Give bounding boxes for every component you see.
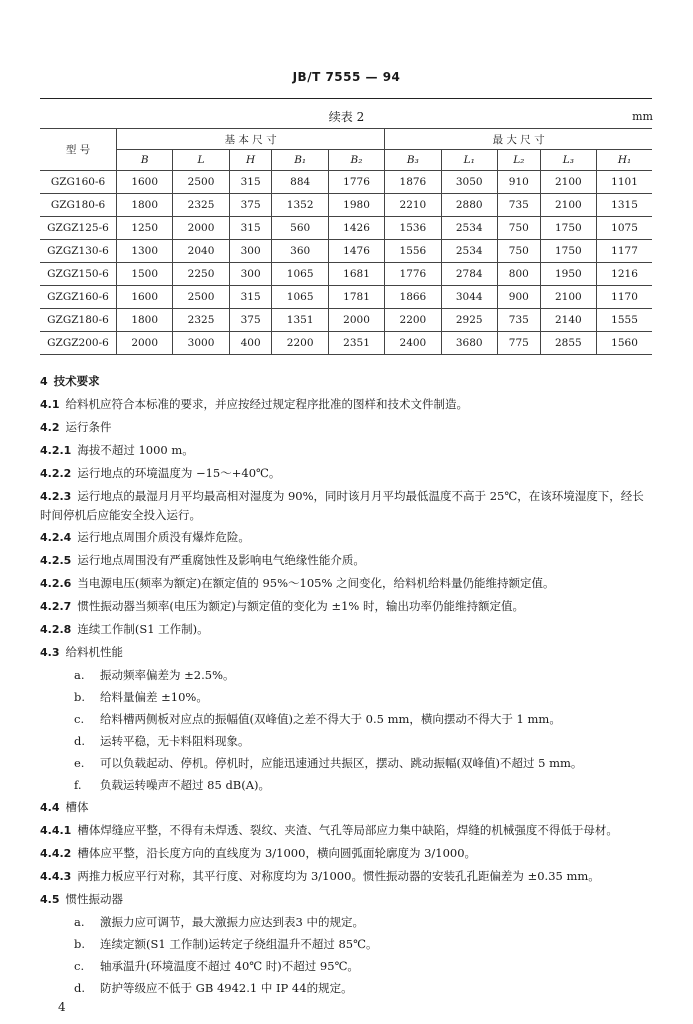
dimension-cell: 1075 (597, 217, 652, 240)
clause-4-5: 4.5 惯性振动器 (40, 892, 123, 906)
column-header: B₁ (272, 150, 328, 171)
clause-4-3-a: a. 振动频率偏差为 ±2.5%。 (74, 668, 235, 682)
table-row (40, 240, 652, 263)
dimension-cell: 1101 (597, 171, 652, 194)
dimension-cell: 1800 (117, 194, 173, 217)
dimension-cell: 1781 (328, 286, 384, 309)
clause-4-3: 4.3 给料机性能 (40, 645, 123, 659)
clause-4-2-1: 4.2.1 海拔不超过 1000 m。 (40, 443, 194, 457)
dimension-cell: 2140 (540, 309, 596, 332)
basic-dimensions-header: 基 本 尺 寸 (117, 129, 385, 150)
dimension-cell: 2200 (272, 332, 328, 355)
dimension-cell: 1876 (385, 171, 441, 194)
page-number: 4 (58, 1000, 66, 1014)
clause-4-4: 4.4 槽体 (40, 800, 89, 814)
column-header: H (229, 150, 272, 171)
dimension-cell: 1065 (272, 286, 328, 309)
dimension-cell: 1560 (597, 332, 652, 355)
dimension-cell: 300 (229, 263, 272, 286)
dimension-cell: 1866 (385, 286, 441, 309)
dimension-cell: 1315 (597, 194, 652, 217)
clause-4-3-d: d. 运转平稳，无卡料阻料现象。 (74, 734, 250, 748)
table-row (40, 332, 652, 355)
clause-4-2: 4.2 运行条件 (40, 420, 112, 434)
dimension-cell: 2100 (540, 194, 596, 217)
dimension-cell: 1177 (597, 240, 652, 263)
dimension-cell: 1750 (540, 240, 596, 263)
clause-4-3-f: f. 负载运转噪声不超过 85 dB(A)。 (74, 778, 271, 792)
column-header: B₂ (328, 150, 384, 171)
dimension-cell: 1500 (117, 263, 173, 286)
dimensions-table (40, 128, 652, 355)
dimension-cell: 315 (229, 171, 272, 194)
column-header: B (117, 150, 173, 171)
dimension-cell: 2040 (173, 240, 229, 263)
column-header: H₁ (597, 150, 652, 171)
clause-4-4-1: 4.4.1 槽体焊缝应平整，不得有未焊透、裂纹、夹渣、气孔等局部应力集中缺陷，焊缝的机械强度不得低于母材。 (40, 823, 618, 837)
clause-4-3-b: b. 给料量偏差 ±10%。 (74, 690, 208, 704)
table-row (40, 171, 652, 194)
clause-4-2-2: 4.2.2 运行地点的环境温度为 −15～+40℃。 (40, 466, 281, 480)
clause-4-5-a: a. 激振力应可调节，最大激振力应达到表3 中的规定。 (74, 915, 364, 929)
model-cell: GZGZ150-6 (40, 263, 117, 286)
dimension-cell: 1300 (117, 240, 173, 263)
dimension-cell: 2325 (173, 194, 229, 217)
model-cell: GZGZ200-6 (40, 332, 117, 355)
dimension-cell: 750 (497, 240, 540, 263)
dimension-cell: 1065 (272, 263, 328, 286)
dimension-cell: 775 (497, 332, 540, 355)
dimension-cell: 2855 (540, 332, 596, 355)
model-cell: GZGZ180-6 (40, 309, 117, 332)
dimension-cell: 1600 (117, 286, 173, 309)
dimension-cell: 2500 (173, 171, 229, 194)
dimension-cell: 2400 (385, 332, 441, 355)
clause-4-3-c: c. 给料槽两侧板对应点的振幅值(双峰值)之差不得大于 0.5 mm，横向摆动不得大于 1 mm。 (74, 712, 561, 726)
dimension-cell: 1352 (272, 194, 328, 217)
clause-4-5-b: b. 连续定额(S1 工作制)运转定子绕组温升不超过 85℃。 (74, 937, 378, 951)
clause-4-4-3: 4.4.3 两推力板应平行对称，其平行度、对称度均为 3/1000。惯性振动器的安装孔孔距偏差为 ±0.35 mm。 (40, 869, 600, 883)
dimension-cell: 3000 (173, 332, 229, 355)
clause-4-5-c: c. 轴承温升(环境温度不超过 40℃ 时)不超过 95℃。 (74, 959, 359, 973)
dimension-cell: 735 (497, 194, 540, 217)
clause-4-2-7: 4.2.7 惯性振动器当频率(电压为额定)与额定值的变化为 ±1% 时，输出功率仍能维持额定值。 (40, 599, 524, 613)
dimension-cell: 1216 (597, 263, 652, 286)
clause-4-3-e: e. 可以负载起动、停机。停机时，应能迅速通过共振区，摆动、跳动振幅(双峰值)不超过 5 mm。 (74, 756, 583, 770)
dimension-cell: 2325 (173, 309, 229, 332)
clause-4-2-5: 4.2.5 运行地点周围没有严重腐蚀性及影响电气绝缘性能介质。 (40, 553, 365, 567)
dimension-cell: 1776 (385, 263, 441, 286)
dimension-cell: 1600 (117, 171, 173, 194)
table-row (40, 286, 652, 309)
dimension-cell: 375 (229, 194, 272, 217)
dimension-cell: 1950 (540, 263, 596, 286)
dimension-cell: 2000 (173, 217, 229, 240)
dimension-cell: 300 (229, 240, 272, 263)
header-rule (40, 98, 652, 99)
dimension-cell: 884 (272, 171, 328, 194)
max-dimensions-header: 最 大 尺 寸 (385, 129, 652, 150)
dimension-cell: 2534 (441, 240, 497, 263)
technical-requirements (40, 372, 652, 1001)
dimension-cell: 1476 (328, 240, 384, 263)
dimension-cell: 2351 (328, 332, 384, 355)
table-row (40, 263, 652, 286)
dimension-cell: 3680 (441, 332, 497, 355)
dimension-cell: 900 (497, 286, 540, 309)
dimension-cell: 2100 (540, 286, 596, 309)
dimension-cell: 750 (497, 217, 540, 240)
table-row (40, 194, 652, 217)
dimension-cell: 2000 (328, 309, 384, 332)
dimension-cell: 2250 (173, 263, 229, 286)
section-4: 4 技术要求 (40, 374, 100, 388)
clause-4-1: 4.1 给料机应符合本标准的要求，并应按经过规定程序批准的图样和技术文件制造。 (40, 397, 468, 411)
dimension-cell: 1351 (272, 309, 328, 332)
dimension-cell: 2784 (441, 263, 497, 286)
model-cell: GZGZ130-6 (40, 240, 117, 263)
dimension-cell: 910 (497, 171, 540, 194)
dimension-cell: 3044 (441, 286, 497, 309)
model-cell: GZGZ160-6 (40, 286, 117, 309)
table-row (40, 217, 652, 240)
model-header: 型 号 (40, 129, 117, 171)
column-header: L₂ (497, 150, 540, 171)
clause-4-2-3: 4.2.3 运行地点的最湿月月平均最高相对湿度为 90%，同时该月月平均最低温度不高于 25℃，在该环境湿度下，经长时间停机后应能安全投入运行。 (40, 489, 644, 522)
dimension-cell: 1681 (328, 263, 384, 286)
dimension-cell: 400 (229, 332, 272, 355)
dimension-cell: 1776 (328, 171, 384, 194)
dimension-cell: 2000 (117, 332, 173, 355)
page-header: JB/T 7555 — 94 (292, 70, 401, 84)
dimension-cell: 2534 (441, 217, 497, 240)
model-cell: GZG160-6 (40, 171, 117, 194)
dimension-cell: 315 (229, 217, 272, 240)
dimension-cell: 1250 (117, 217, 173, 240)
dimension-cell: 2100 (540, 171, 596, 194)
dimension-cell: 375 (229, 309, 272, 332)
dimension-cell: 2500 (173, 286, 229, 309)
column-header: L₁ (441, 150, 497, 171)
dimension-cell: 2925 (441, 309, 497, 332)
table-row (40, 309, 652, 332)
clause-4-2-6: 4.2.6 当电源电压(频率为额定)在额定值的 95%～105% 之间变化，给料机给料量仍能维持额定值。 (40, 576, 555, 590)
column-header: L (173, 150, 229, 171)
dimension-cell: 2210 (385, 194, 441, 217)
dimension-cell: 1426 (328, 217, 384, 240)
dimension-cell: 360 (272, 240, 328, 263)
clause-4-5-d: d. 防护等级应不低于 GB 4942.1 中 IP 44的规定。 (74, 981, 353, 995)
dimension-cell: 2880 (441, 194, 497, 217)
dimension-cell: 3050 (441, 171, 497, 194)
clause-4-2-4: 4.2.4 运行地点周围介质没有爆炸危险。 (40, 530, 250, 544)
dimension-cell: 735 (497, 309, 540, 332)
model-cell: GZG180-6 (40, 194, 117, 217)
table-caption: 续表 2 (328, 110, 365, 124)
clause-4-2-8: 4.2.8 连续工作制(S1 工作制)。 (40, 622, 209, 636)
dimension-cell: 315 (229, 286, 272, 309)
dimension-cell: 1555 (597, 309, 652, 332)
dimension-cell: 1556 (385, 240, 441, 263)
model-cell: GZGZ125-6 (40, 217, 117, 240)
dimension-cell: 800 (497, 263, 540, 286)
dimension-cell: 2200 (385, 309, 441, 332)
table-unit: mm (632, 110, 653, 123)
dimension-cell: 1536 (385, 217, 441, 240)
dimension-cell: 1800 (117, 309, 173, 332)
dimension-cell: 1980 (328, 194, 384, 217)
dimension-cell: 1170 (597, 286, 652, 309)
column-header: B₃ (385, 150, 441, 171)
dimension-cell: 1750 (540, 217, 596, 240)
dimension-cell: 560 (272, 217, 328, 240)
column-header: L₃ (540, 150, 596, 171)
clause-4-4-2: 4.4.2 槽体应平整，沿长度方向的直线度为 3/1000，横向圆弧面轮廓度为 3/1000。 (40, 846, 477, 860)
